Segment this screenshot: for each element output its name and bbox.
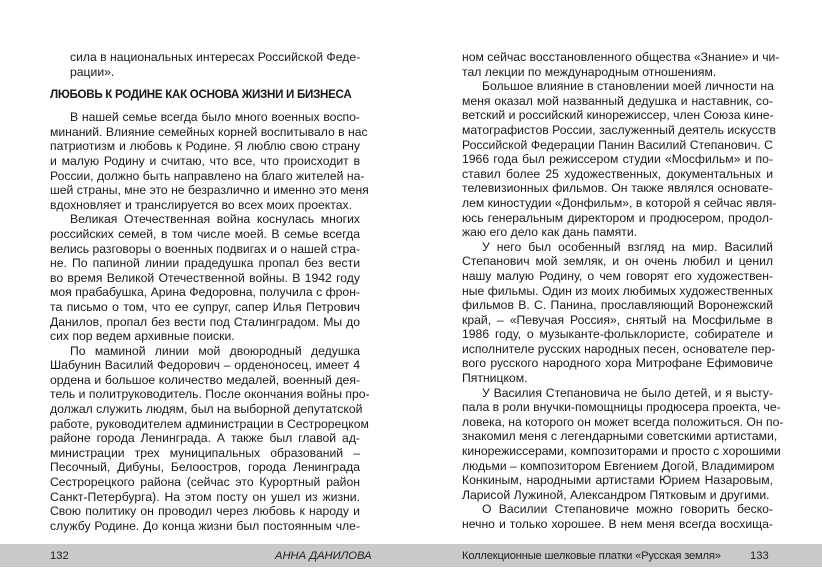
- text-line: исполнителе русских народных песен, основателе пер-: [462, 341, 776, 356]
- text-line: 1966 года был режиссером студии «Мосфильм» и по-: [462, 152, 773, 167]
- text-line: матографистов России, заслуженный деятель искусств: [462, 122, 776, 137]
- text-line: вдохновляет и транслируется во всех моих проектах.: [50, 197, 352, 212]
- text-line: сила в национальных интересах Российской Феде-: [70, 50, 361, 64]
- text-line: жаю его дело как дань памяти.: [462, 225, 638, 240]
- text-line: Сестрорецкого района (сейчас это Курортный район: [50, 475, 360, 490]
- text-line: лем киностудии «Донфильм», в которой я сейчас явля-: [462, 195, 777, 210]
- text-line: ные фильмы. Один из моих любимых художественных: [462, 283, 773, 298]
- page-footer-band: [0, 544, 822, 567]
- text-line: У него был особенный взгляд на мир. Василий: [482, 239, 773, 254]
- paragraph: [462, 50, 780, 79]
- text-line: Пятницком.: [462, 371, 528, 386]
- text-line: Великая Отечественная война коснулась многих: [70, 212, 360, 227]
- paragraph: [462, 79, 777, 240]
- text-line: Российской Федерации Панин Василий Степанович. С: [462, 137, 773, 152]
- text-line: во время Великой Отечественной войны. В 1942 году: [50, 270, 360, 285]
- text-line: Степанович мой земляк, и он очень любил и ценил: [462, 254, 773, 269]
- text-line: пала в роли внучки-помощницы продюсера проекта, че-: [462, 400, 781, 415]
- text-line: У Василия Степановича не было детей, и я высту-: [482, 385, 773, 400]
- text-line: вого русского народного хора Митрофане Ефимовиче: [462, 356, 773, 371]
- left-page: [50, 0, 370, 544]
- paragraph: [50, 110, 369, 212]
- text-line: шей страны, мне это не безразлично и именно это меня: [50, 183, 369, 198]
- text-line: Санкт-Петербурга). На этом посту он ушел из жизни.: [50, 489, 360, 504]
- text-line: службу Родине. До конца жизни был постоянным чле-: [50, 518, 360, 533]
- text-line: Большое влияние в становлении моей личности на: [482, 79, 774, 94]
- text-line: ветский и российский кинорежиссер, член Союза кине-: [462, 108, 774, 123]
- text-line: должал служить людям, был на выборной депутатской: [50, 402, 363, 417]
- text-line: Шабунин Василий Федорович – орденоносец, имеет 4: [50, 358, 360, 373]
- text-line: патриотизм и любовь к Родине. Я люблю свою страну: [50, 139, 360, 154]
- right-page: [462, 0, 784, 544]
- text-line: рации».: [70, 64, 115, 79]
- text-line: ставил более 25 художественных, документальных и: [462, 166, 773, 181]
- text-line: О Василии Степановиче можно говорить беско-: [482, 502, 773, 517]
- running-header-author: АННА ДАНИЛОВА: [275, 550, 372, 562]
- paragraph: [462, 239, 776, 386]
- text-line: и малую Родину и считаю, что все, что происходит в: [50, 153, 360, 168]
- text-line: сих пор ведем архивные поиски.: [50, 329, 235, 344]
- text-line: Данилов, пропал без вести под Сталинградом. Мы до: [50, 314, 360, 329]
- text-line: России, должно быть направлено на благо жителей на-: [50, 168, 365, 183]
- text-line: меня оказал мой названный дедушка и наставник, со-: [462, 93, 773, 108]
- text-line: По маминой линии мой двоюродный дедушка: [70, 343, 360, 358]
- paragraph: [50, 212, 360, 343]
- text-line: велись разговоры о военных подвигах и о нашей стра-: [50, 241, 361, 256]
- text-line: не. По папиной линии прадедушка пропал без вести: [50, 256, 360, 271]
- right-page-number: 133: [750, 550, 769, 562]
- text-line: нечно и только хорошее. В нем меня всегда восхища-: [462, 517, 773, 531]
- text-line: знакомил меня с легендарными советскими артистами,: [462, 429, 778, 444]
- text-line: районе города Ленинграда. А также был главой ад-: [50, 431, 360, 446]
- paragraph: [462, 502, 773, 531]
- text-line: 1986 году, о музыканте-фольклористе, собирателе и: [462, 327, 773, 342]
- text-line: Свою политику он проводил через любовь к народу и: [50, 504, 360, 519]
- text-line: моя прабабушка, Арина Федоровна, получила с фрон-: [50, 285, 360, 300]
- text-line: тал лекции по международным отношениям.: [462, 64, 717, 79]
- text-line: телевизионных фильмов. Он также являлся основате-: [462, 181, 773, 196]
- text-line: Ларисой Лужиной, Александром Пятковым и другими.: [462, 487, 770, 502]
- text-line: фильмов В. С. Панина, прославляющий Воронежский: [462, 298, 773, 313]
- text-line: работе, руководителем администрации в Сестрорецком: [50, 416, 369, 431]
- left-page-text: [50, 50, 370, 533]
- text-line: кинорежиссерами, композиторами и просто с хорошими: [462, 444, 781, 459]
- text-line: ордена и большое количество медалей, военный дея-: [50, 372, 360, 387]
- section-heading: ЛЮБОВЬ К РОДИНЕ КАК ОСНОВА ЖИЗНИ И БИЗНЕСА: [50, 88, 352, 102]
- text-line: край, – «Певучая Россия», снятый на Мосфильме в: [462, 312, 773, 327]
- right-page-text: [462, 50, 784, 532]
- text-line: Конкиным, народными артистами Юрием Назаровым,: [462, 473, 773, 488]
- text-line: нашу малую Родину, о чем говорят его художествен-: [462, 268, 773, 283]
- text-line: министрации трех муниципальных образований –: [50, 445, 360, 460]
- left-page-number: 132: [50, 550, 69, 562]
- text-line: российских семей, в том числе моей. В семье всегда: [50, 226, 360, 241]
- running-header-book-title: Коллекционные шелковые платки «Русская земля»: [462, 550, 721, 562]
- text-line: та письмо о том, что ее супруг, сапер Илья Петрович: [50, 299, 360, 314]
- text-line: людьми – композитором Евгением Догой, Владимиром: [462, 458, 775, 473]
- text-line: ном сейчас восстановленного общества «Знание» и чи-: [462, 50, 780, 64]
- text-line: тель и политруководитель. После окончания войны про-: [50, 387, 370, 402]
- text-line: ловека, на которого он может всегда положиться. Он по-: [462, 414, 784, 429]
- text-line: В нашей семье всегда было много военных воспо-: [70, 110, 360, 125]
- text-line: Песочный, Дибуны, Белоостров, города Ленинграда: [50, 460, 360, 475]
- text-line: юсь генеральным директором и продюсером, продол-: [462, 210, 773, 225]
- paragraph: [50, 343, 370, 534]
- paragraph: [462, 385, 784, 503]
- text-line: минаний. Влияние семейных корней воспитывало в нас: [50, 124, 368, 139]
